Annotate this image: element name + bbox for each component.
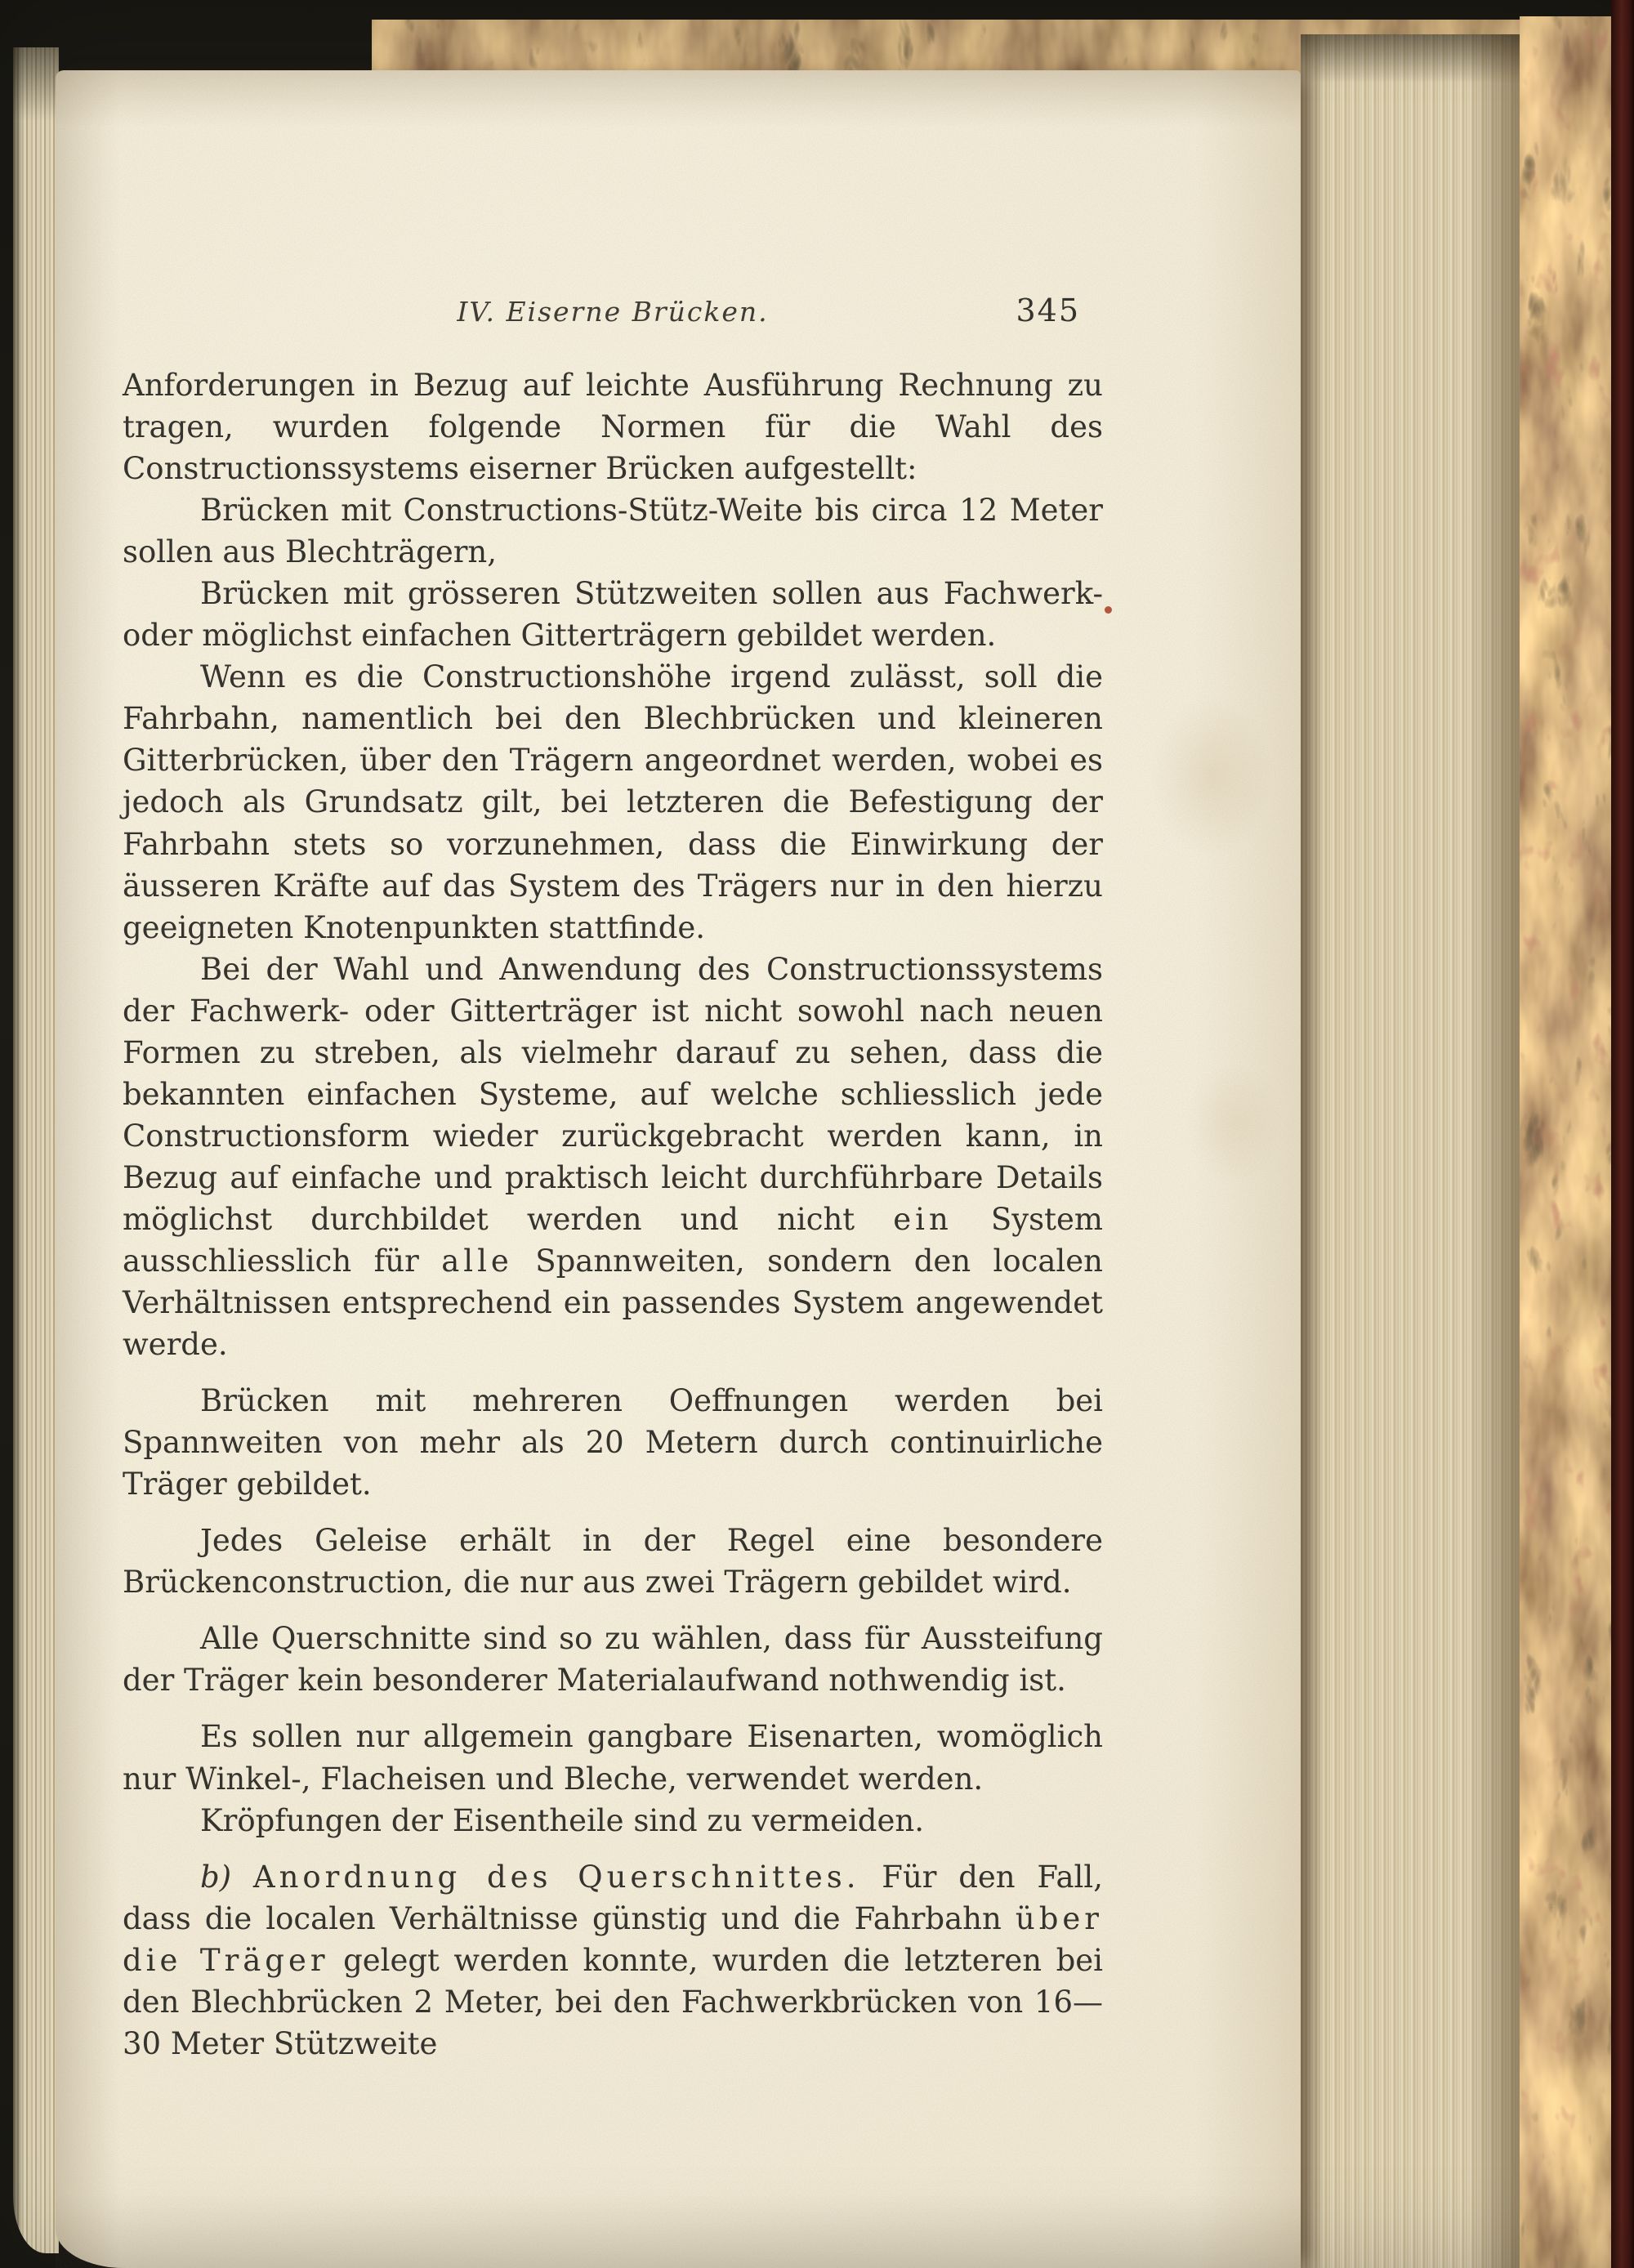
text-segment: Für den Fall, dass die localen Verhältnisse günstig und die Fahrbahn (123, 1859, 1103, 1936)
text-segment: alle (441, 1243, 513, 1279)
paragraph (123, 949, 1103, 1365)
text-segment: Brücken mit Constructions-Stütz-Weite bis circa 12 Meter sollen aus Blechträgern, (123, 493, 1103, 570)
paragraph (123, 1800, 1103, 1842)
text-segment: gelegt werden konnte, wurden die letzteren bei den Blechbrücken 2 Meter, bei den Fachwerkbrücken von 16—30 Meter Stützweite (123, 1942, 1103, 2061)
paragraph (123, 1520, 1103, 1603)
text-segment: Spannweiten, sondern den localen Verhältnissen entsprechend ein passendes System angewendet werde. (123, 1243, 1103, 1363)
spine-edge (1611, 0, 1634, 2268)
text-segment: System ausschliesslich für (123, 1201, 1103, 1279)
chapter-title: IV. Eiserne Brücken. (457, 296, 769, 328)
paragraph (123, 1856, 1103, 2065)
page-stack-edge (1301, 34, 1520, 2268)
paragraph (123, 573, 1103, 656)
text-segment: b) (200, 1859, 253, 1895)
page-content (123, 292, 1103, 2065)
ink-fleck (1105, 606, 1112, 614)
text-segment: Kröpfungen der Eisentheile sind zu vermeiden. (200, 1802, 924, 1838)
text-segment: ein (893, 1201, 953, 1237)
text-segment: Wenn es die Constructionshöhe irgend zulässt, soll die Fahrbahn, namentlich bei den Blechbrücken und kleineren Gitterbrücken, über den Trägern angeordnet werden, wobei es jedoch als Grundsatz gilt, bei letzteren die Befestigung der Fahrbahn stets so vorzunehmen, dass die Einwirkung der äusseren Kräfte auf das System des Trägers nur in den hierzu geeigneten Knotenpunkten stattfinde. (123, 659, 1103, 945)
paragraph (123, 364, 1103, 489)
page-body (123, 364, 1103, 2065)
paragraph (123, 1380, 1103, 1505)
page-number: 345 (1016, 292, 1080, 328)
text-segment: Es sollen nur allgemein gangbare Eisenarten, womöglich nur Winkel-, Flacheisen und Bleche, verwendet werden. (123, 1719, 1103, 1797)
paragraph (123, 1716, 1103, 1799)
text-segment: Brücken mit mehreren Oeffnungen werden bei Spannweiten von mehr als 20 Metern durch continuirliche Träger gebildet. (123, 1383, 1103, 1502)
text-segment: Jedes Geleise erhält in der Regel eine besondere Brückenconstruction, die nur aus zwei Trägern gebildet wird. (123, 1523, 1103, 1601)
paragraph (123, 1618, 1103, 1701)
paragraph (123, 489, 1103, 573)
text-segment: über die Träger (123, 1900, 1103, 1978)
left-page-edges (13, 47, 59, 2253)
text-segment: Brücken mit grösseren Stützweiten sollen aus Fachwerk- oder möglichst einfachen Gitterträgern gebildet werden. (123, 576, 1103, 654)
marble-cover (1520, 16, 1611, 2268)
running-header (123, 292, 1103, 342)
text-segment: Anforderungen in Bezug auf leichte Ausführung Rechnung zu tragen, wurden folgende Normen für die Wahl des Constructionssystems eiserner Brücken aufgestellt: (123, 368, 1103, 487)
paragraph (123, 656, 1103, 948)
text-segment: Bei der Wahl und Anwendung des Constructionssystems der Fachwerk- oder Gitterträger ist nicht sowohl nach neuen Formen zu streben, als vielmehr darauf zu sehen, dass die bekannten einfachen Systeme, auf welche schliesslich jede Constructionsform wieder zurückgebracht werden kann, in Bezug auf einfache und praktisch leicht durchführbare Details möglichst durchbildet werden und nicht (123, 951, 1103, 1237)
text-segment: Anordnung des Querschnittes. (252, 1859, 860, 1895)
text-segment: Alle Querschnitte sind so zu wählen, dass für Aussteifung der Träger kein besonderer Materialaufwand nothwendig ist. (123, 1621, 1103, 1699)
